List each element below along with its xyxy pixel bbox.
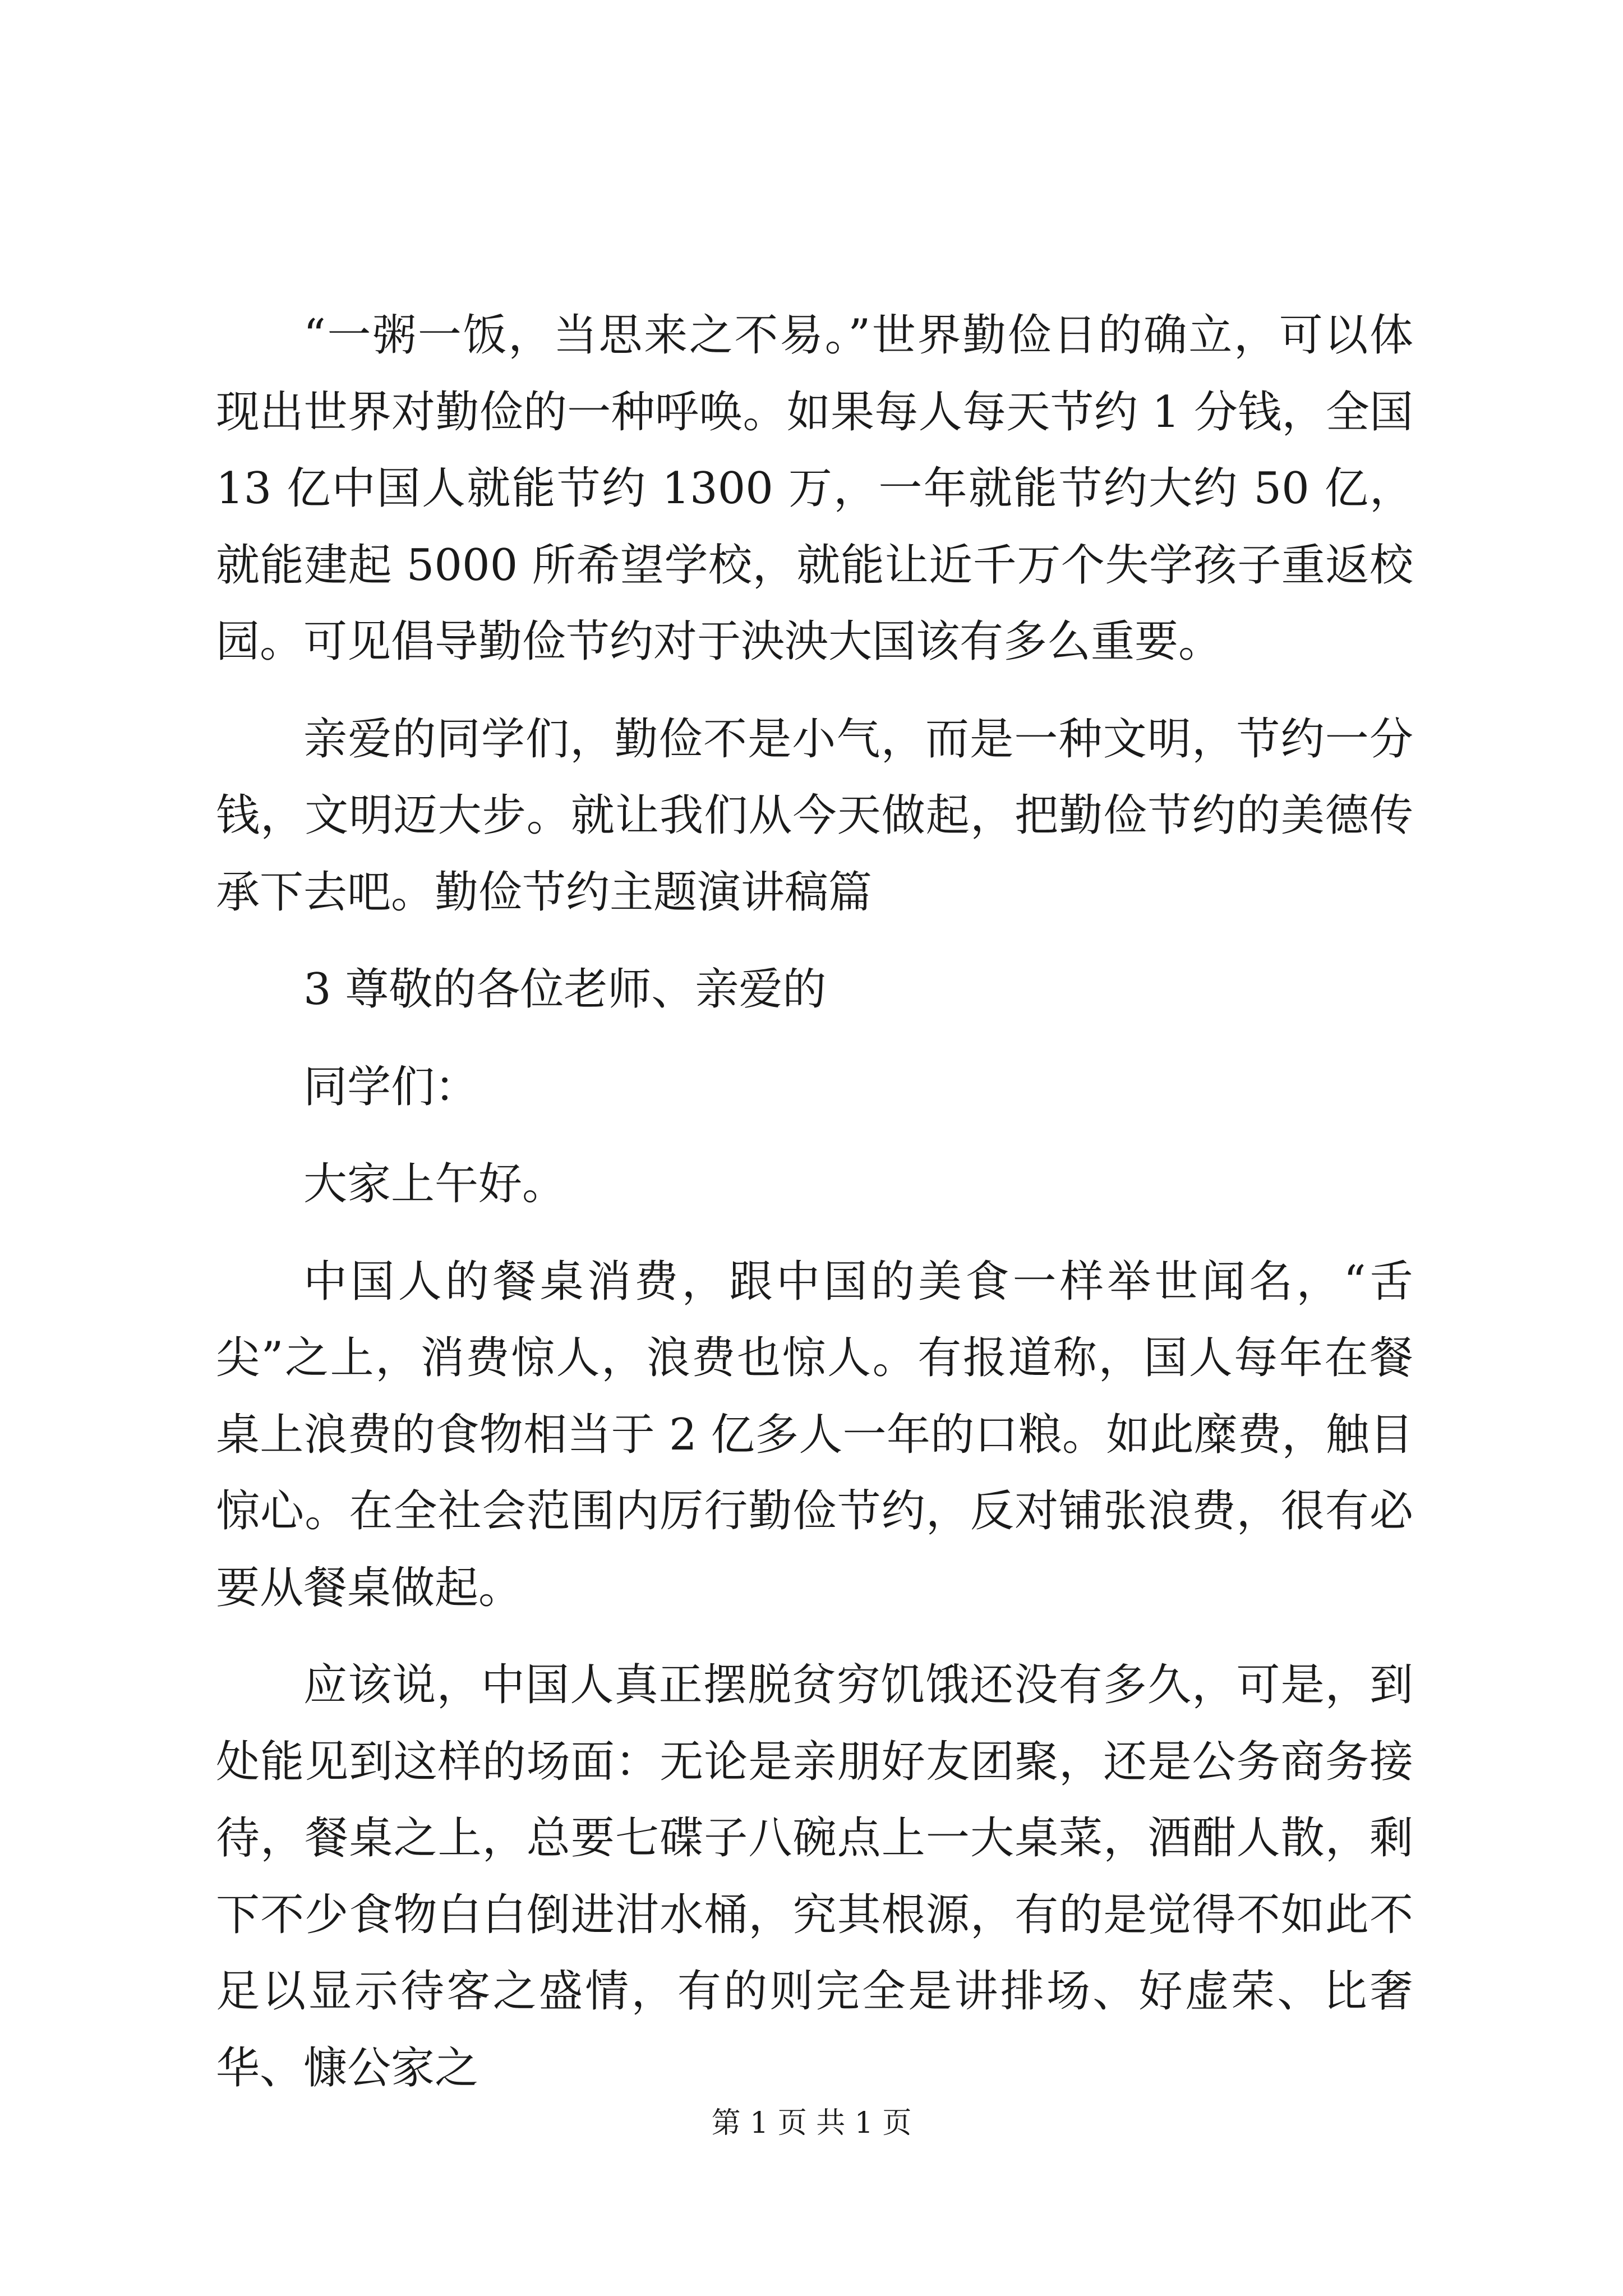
document-body [216,297,1413,2127]
paragraph-7: 应该说，中国人真正摆脱贫穷饥饿还没有多久，可是，到处能见到这样的场面：无论是亲朋好友团聚，还是公务商务接待，餐桌之上，总要七碟子八碗点上一大桌菜，酒酣人散，剩下不少食物白白倒进泔水桶，究其根源，有的是觉得不如此不足以显示待客之盛情，有的则完全是讲排场、好虚荣、比奢华、慷公家之 [216,1660,1413,2093]
paragraph-2: 亲爱的同学们，勤俭不是小气，而是一种文明，节约一分钱，文明迈大步。就让我们从今天做起，把勤俭节约的美德传承下去吧。勤俭节约主题演讲稿篇 [216,714,1413,918]
paragraph-3: 3 尊敬的各位老师、亲爱的 [303,964,827,1015]
paragraph-1: “一粥一饭，当思来之不易。”世界勤俭日的确立，可以体现出世界对勤俭的一种呼唤。如果每人每天节约 1 分钱，全国 13 亿中国人就能节约 1300 万，一年就能节约大约 50 亿，就能建起 5000 所希望学校，就能让近千万个失学孩子重返校园。可见倡导勤俭节约对于泱泱大国该有多么重要。 [216,310,1413,667]
page-footer: 第 1 页 共 1 页 [711,2106,912,2140]
paragraph-4: 同学们： [303,1061,479,1112]
paragraph-6: 中国人的餐桌消费，跟中国的美食一样举世闻名，“舌尖”之上，消费惊人，浪费也惊人。有报道称，国人每年在餐桌上浪费的食物相当于 2 亿多人一年的口粮。如此糜费，触目惊心。在全社会范围内厉行勤俭节约，反对铺张浪费，很有必要从餐桌做起。 [216,1256,1413,1613]
paragraph-5: 大家上午好。 [303,1159,566,1209]
